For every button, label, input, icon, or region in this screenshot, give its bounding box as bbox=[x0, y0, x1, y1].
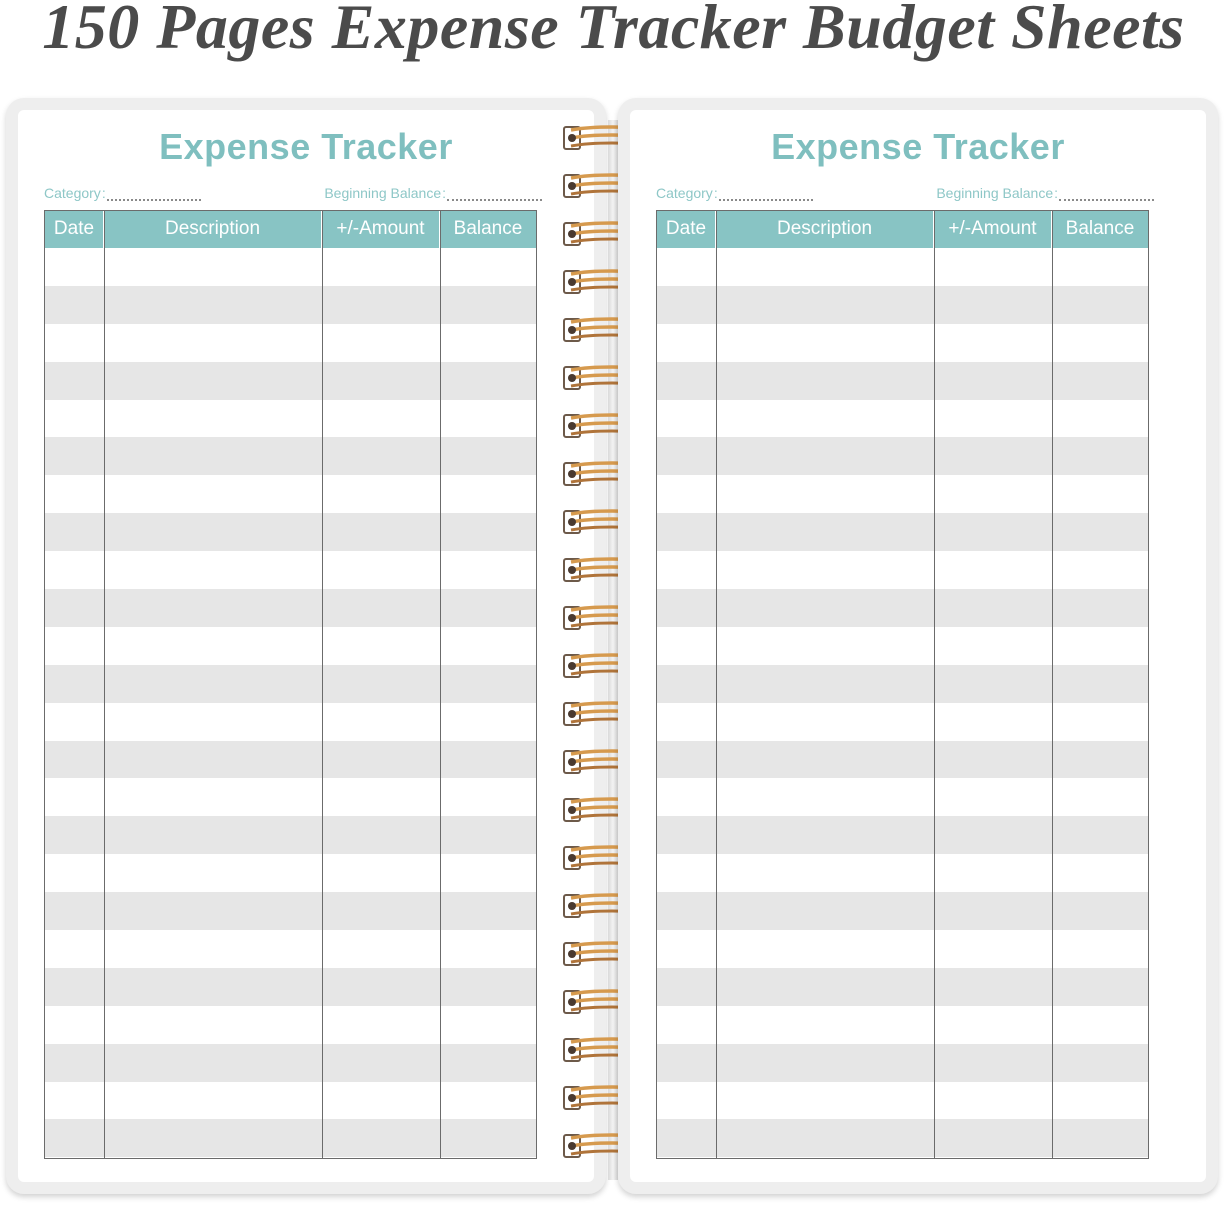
table-row[interactable] bbox=[45, 892, 536, 930]
table-header bbox=[45, 211, 536, 248]
table-row[interactable] bbox=[45, 248, 536, 286]
beginning-balance-field[interactable] bbox=[936, 185, 1154, 201]
table-row[interactable] bbox=[657, 778, 1148, 816]
page-title: Expense Tracker bbox=[159, 126, 453, 167]
table-row[interactable] bbox=[45, 703, 536, 741]
right-page bbox=[618, 98, 1218, 1194]
table-row[interactable] bbox=[45, 741, 536, 779]
table-row[interactable] bbox=[657, 665, 1148, 703]
product-headline: 150 Pages Expense Tracker Budget Sheets bbox=[42, 0, 1185, 62]
table-row[interactable] bbox=[657, 248, 1148, 286]
table-row[interactable] bbox=[45, 968, 536, 1006]
page-title: Expense Tracker bbox=[771, 126, 1065, 167]
colon: : bbox=[442, 185, 446, 201]
meta-row bbox=[656, 185, 1154, 205]
colon: : bbox=[713, 185, 718, 201]
table-row[interactable] bbox=[657, 1082, 1148, 1120]
table-row[interactable] bbox=[657, 362, 1148, 400]
category-label: Category bbox=[656, 185, 713, 201]
column-header-amount: +/-Amount bbox=[934, 211, 1052, 248]
table-row[interactable] bbox=[657, 968, 1148, 1006]
category-field[interactable] bbox=[44, 185, 201, 201]
table-row[interactable] bbox=[45, 1082, 536, 1120]
expense-table bbox=[656, 210, 1149, 1159]
table-row[interactable] bbox=[45, 589, 536, 627]
table-row[interactable] bbox=[657, 892, 1148, 930]
table-row[interactable] bbox=[45, 1119, 536, 1157]
table-row[interactable] bbox=[45, 1006, 536, 1044]
table-row[interactable] bbox=[657, 703, 1148, 741]
table-row[interactable] bbox=[45, 362, 536, 400]
table-row[interactable] bbox=[657, 930, 1148, 968]
table-row[interactable] bbox=[657, 286, 1148, 324]
column-divider bbox=[934, 211, 935, 1158]
column-divider bbox=[104, 211, 105, 1158]
column-header-balance: Balance bbox=[1065, 218, 1135, 239]
table-row[interactable] bbox=[45, 513, 536, 551]
column-header-amount: +/-Amount bbox=[322, 211, 440, 248]
table-row[interactable] bbox=[657, 1044, 1148, 1082]
beginning-balance-label: Beginning Balance bbox=[324, 185, 442, 201]
table-row[interactable] bbox=[657, 854, 1148, 892]
table-row[interactable] bbox=[45, 1044, 536, 1082]
table-row[interactable] bbox=[45, 437, 536, 475]
category-field[interactable] bbox=[656, 185, 813, 201]
table-row[interactable] bbox=[657, 475, 1148, 513]
table-row[interactable] bbox=[657, 437, 1148, 475]
table-row[interactable] bbox=[45, 286, 536, 324]
table-row[interactable] bbox=[45, 400, 536, 438]
table-row[interactable] bbox=[657, 816, 1148, 854]
column-header-balance: Balance bbox=[453, 218, 523, 239]
column-divider bbox=[716, 211, 717, 1158]
column-header-description: Description bbox=[104, 211, 322, 248]
table-row[interactable] bbox=[45, 778, 536, 816]
column-divider bbox=[1052, 211, 1053, 1158]
table-row[interactable] bbox=[657, 400, 1148, 438]
table-row[interactable] bbox=[657, 589, 1148, 627]
table-body bbox=[45, 248, 536, 1158]
category-fill-line bbox=[107, 187, 201, 201]
table-row[interactable] bbox=[45, 665, 536, 703]
colon: : bbox=[1054, 185, 1058, 201]
table-row[interactable] bbox=[45, 475, 536, 513]
column-header-date: Date bbox=[45, 211, 104, 248]
table-row[interactable] bbox=[657, 1006, 1148, 1044]
table-row[interactable] bbox=[657, 627, 1148, 665]
beginning-balance-fill-line bbox=[1059, 187, 1154, 201]
table-row[interactable] bbox=[45, 627, 536, 665]
table-header bbox=[657, 211, 1148, 248]
meta-row bbox=[44, 185, 542, 205]
category-fill-line bbox=[719, 187, 813, 201]
table-body bbox=[657, 248, 1148, 1158]
table-row[interactable] bbox=[45, 551, 536, 589]
table-row[interactable] bbox=[657, 513, 1148, 551]
column-divider bbox=[322, 211, 323, 1158]
expense-table bbox=[44, 210, 537, 1159]
category-label: Category bbox=[44, 185, 101, 201]
table-row[interactable] bbox=[657, 1119, 1148, 1157]
table-row[interactable] bbox=[45, 816, 536, 854]
table-row[interactable] bbox=[45, 854, 536, 892]
colon: : bbox=[101, 185, 106, 201]
table-row[interactable] bbox=[45, 324, 536, 362]
column-divider bbox=[440, 211, 441, 1158]
beginning-balance-fill-line bbox=[447, 187, 542, 201]
table-row[interactable] bbox=[657, 324, 1148, 362]
beginning-balance-field[interactable] bbox=[324, 185, 542, 201]
table-row[interactable] bbox=[45, 930, 536, 968]
table-row[interactable] bbox=[657, 551, 1148, 589]
column-header-date: Date bbox=[657, 211, 716, 248]
column-header-description: Description bbox=[716, 211, 934, 248]
left-page bbox=[6, 98, 606, 1194]
beginning-balance-label: Beginning Balance bbox=[936, 185, 1054, 201]
table-row[interactable] bbox=[657, 741, 1148, 779]
